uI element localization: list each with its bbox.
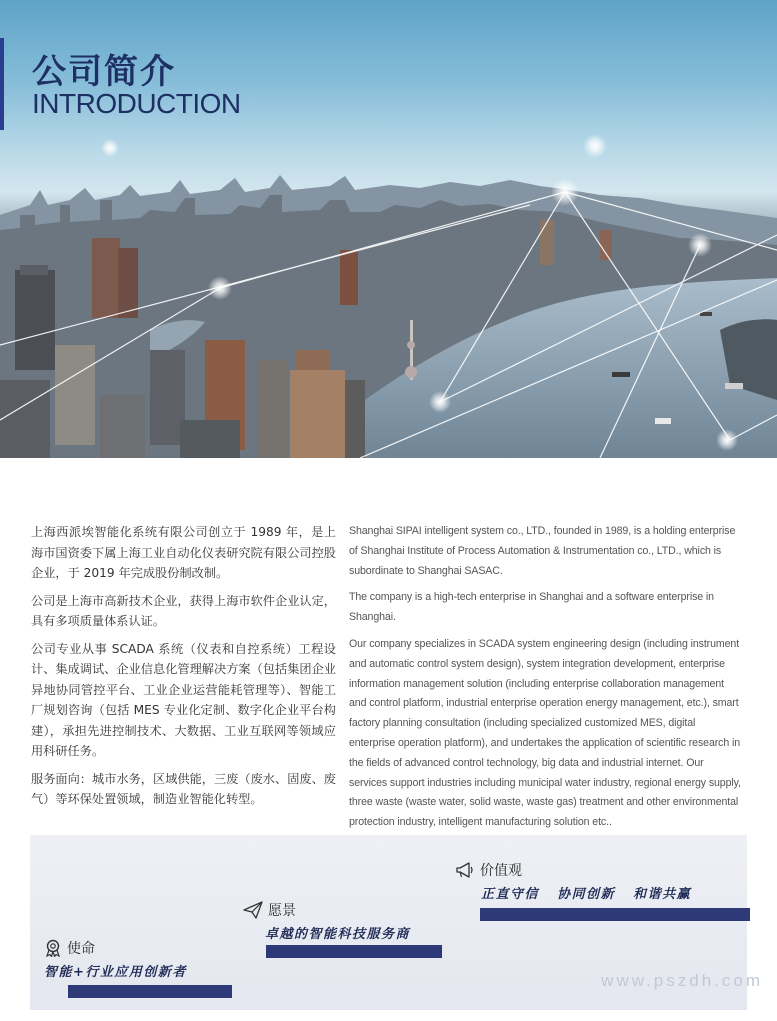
intro-cn-paragraph: 服务面向：城市水务，区域供能，三废（废水、固废、废气）等环保处置领域，制造业智能化转型。 — [31, 771, 336, 806]
page-title-cn: 公司简介 — [32, 52, 176, 92]
vision-block — [243, 900, 410, 942]
mission-slogan: 智能+行业应用创新者 — [44, 965, 187, 980]
intro-en-paragraph: Our company specializes in SCADA system engineering design (including instrument and automatic control system design), system integration development, enterprise information management solution (including enterprise collaboration management and control platform, industrial enterprise operation energy management, etc.), smart factory planning consultation (including specialized customized MES, digital enterprise operation platform), and undertakes the application of scientific research in the fields of advanced control technology, big data and industrial internet. Our services support industries including municipal water industry, regional energy supply, three waste (waste water, solid waste, waste gas) treatment and other environmental protection industry, intelligent manufacturing solution etc.. — [349, 637, 741, 829]
intro-en-paragraph: The company is a high-tech enterprise in Shanghai and a software enterprise in Shanghai. — [349, 591, 714, 624]
intro-cn-paragraph: 上海西派埃智能化系统有限公司创立于 1989 年，是上海市国资委下属上海工业自动化仪表研究院有限公司控股企业，于 2019 年完成股份制改制。 — [31, 525, 336, 580]
megaphone-icon — [455, 861, 475, 879]
vision-label: 愿景 — [268, 903, 296, 919]
intro-en-paragraph: Shanghai SIPAI intelligent system co., LTD., founded in 1989, is a holding enterprise of Shanghai Institute of Process Automation & Instrumentation co., LTD., which is subordinate to Shanghai SASAC. — [349, 525, 736, 577]
intro-english-column — [349, 522, 741, 840]
intro-cn-paragraph: 公司是上海市高新技术企业，获得上海市软件企业认定，具有多项质量体系认证。 — [31, 593, 336, 628]
watermark-text: www.pszdh.com — [601, 971, 763, 990]
hero-banner — [0, 0, 777, 458]
mission-underline-bar — [68, 985, 232, 998]
intro-cn-paragraph: 公司专业从事 SCADA 系统（仪表和自控系统）工程设计、集成调试、企业信息化管理解决方案（包括集团企业异地协同管控平台、工业企业运营能耗管理等）、智能工厂规划咨询（包括 MES 专业化定制、数字化企业平台构建），承担先进控制技术、大数据、工业互联网等领域应用科研任务。 — [31, 641, 336, 758]
intro-chinese-column — [31, 522, 336, 817]
values-label: 价值观 — [480, 863, 522, 879]
values-underline-bar — [480, 908, 750, 921]
medal-icon — [44, 939, 62, 957]
page-title-en: INTRODUCTION — [32, 88, 241, 119]
values-slogan: 正直守信 协同创新 和谐共赢 — [481, 887, 692, 902]
vision-underline-bar — [266, 945, 442, 958]
paper-plane-icon — [243, 901, 263, 919]
mission-label: 使命 — [67, 941, 95, 957]
title-accent-bar — [0, 38, 4, 130]
vision-slogan: 卓越的智能科技服务商 — [265, 927, 411, 942]
values-block — [455, 860, 691, 902]
mission-block — [44, 938, 187, 980]
